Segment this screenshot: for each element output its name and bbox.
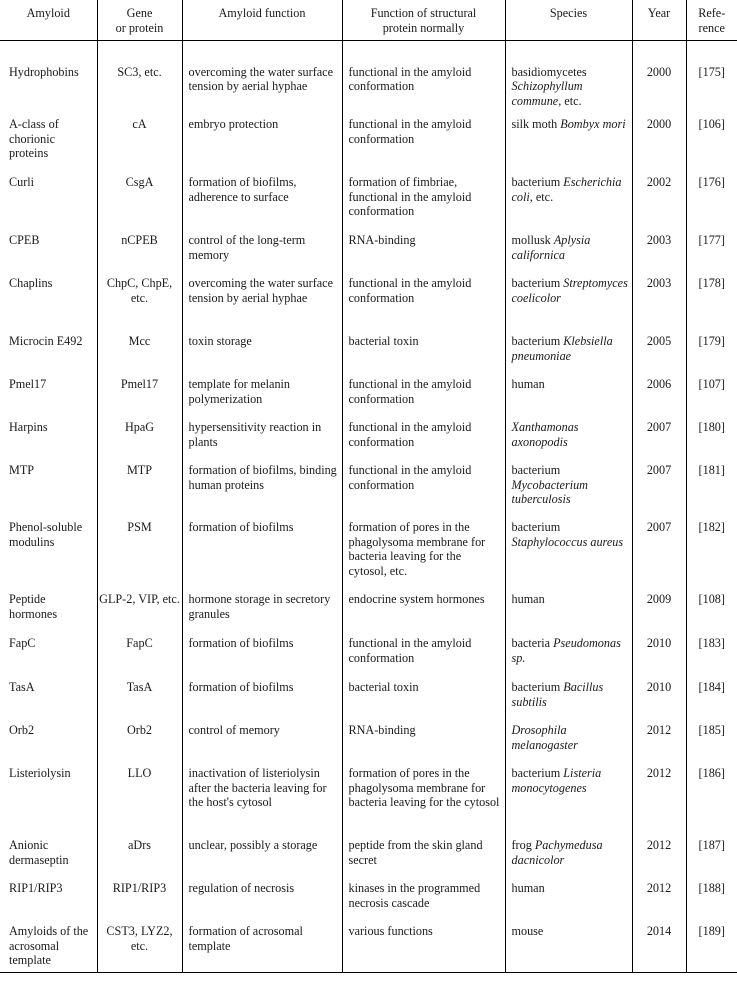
table-body (0, 40, 737, 972)
cell-amyloid: Harpins (9, 420, 48, 434)
cell-reference: [182] (686, 520, 737, 592)
header-row (0, 0, 737, 40)
cell-species (505, 592, 632, 636)
cell-year: 2009 (632, 592, 686, 636)
cell-reference: [108] (686, 592, 737, 636)
header-species: Species (505, 0, 632, 40)
cell-species (505, 377, 632, 420)
cell-species (505, 463, 632, 520)
cell-gene: LLO (97, 766, 182, 838)
cell-amyloid: RIP1/RIP3 (9, 881, 63, 895)
cell-function: overcoming the water surface tension by aerial hyphae (182, 40, 342, 117)
species-plain: bacterium (511, 463, 561, 477)
cell-amyloid: Pmel17 (9, 377, 47, 391)
cell-function: template for melanin polymerization (182, 377, 342, 420)
cell-gene: CsgA (97, 175, 182, 233)
table-row (0, 592, 737, 636)
cell-gene: MTP (97, 463, 182, 520)
species-italic: Streptomyces coelicolor (511, 276, 628, 305)
cell-species (505, 766, 632, 838)
species-plain: bacterium (511, 766, 561, 780)
cell-year: 2012 (632, 838, 686, 881)
cell-reference: [180] (686, 420, 737, 463)
cell-reference: [175] (686, 40, 737, 117)
cell-structural-function: formation of pores in the phagolysoma membrane for bacteria leaving for the cytosol (342, 766, 505, 838)
cell-species (505, 838, 632, 881)
table-row (0, 276, 737, 334)
header-amyloid: Amyloid (0, 0, 97, 40)
cell-species (505, 881, 632, 924)
cell-structural-function: functional in the amyloid conformation (342, 463, 505, 520)
species-italic: Staphylococcus aureus (511, 534, 624, 549)
cell-reference: [176] (686, 175, 737, 233)
cell-reference: [177] (686, 233, 737, 276)
table-row (0, 636, 737, 680)
cell-amyloid: Orb2 (9, 723, 35, 737)
cell-amyloid: Curli (9, 175, 35, 189)
cell-amyloid: Hydrophobins (9, 64, 79, 79)
header-structural: Function of structural protein normally (342, 0, 505, 40)
species-plain: bacterium (511, 680, 561, 694)
table-row (0, 463, 737, 520)
cell-year: 2014 (632, 924, 686, 972)
cell-function: embryo protection (182, 117, 342, 175)
cell-year: 2003 (632, 276, 686, 334)
species-plain: human (511, 881, 545, 895)
table-row (0, 175, 737, 233)
cell-function: hypersensitivity reaction in plants (182, 420, 342, 463)
cell-species (505, 175, 632, 233)
cell-species (505, 117, 632, 175)
cell-year: 2012 (632, 766, 686, 838)
cell-year: 2007 (632, 420, 686, 463)
cell-amyloid: Anionic dermaseptin (9, 838, 69, 867)
cell-species (505, 334, 632, 377)
cell-function: formation of biofilms, binding human proteins (182, 463, 342, 520)
species-italic: Pachymedusa dacnicolor (511, 838, 603, 867)
table-row (0, 40, 737, 117)
cell-reference: [181] (686, 463, 737, 520)
cell-function: toxin storage (182, 334, 342, 377)
cell-amyloid: MTP (9, 463, 35, 477)
species-plain: silk moth (511, 117, 558, 131)
cell-amyloid: A-class of chorionic proteins (9, 117, 59, 160)
cell-function: hormone storage in secretory granules (182, 592, 342, 636)
cell-species (505, 723, 632, 766)
cell-amyloid: Amyloids of the acrosomal template (0, 924, 97, 972)
cell-structural-function: functional in the amyloid conformation (342, 40, 505, 117)
cell-amyloid: Chaplins (9, 276, 53, 290)
cell-reference: [178] (686, 276, 737, 334)
species-plain: bacterium (511, 175, 561, 189)
header-reference: Refe- rence (686, 0, 737, 40)
cell-reference: [107] (686, 377, 737, 420)
cell-year: 2000 (632, 40, 686, 117)
cell-structural-function: functional in the amyloid conformation (342, 377, 505, 420)
cell-function: unclear, possibly a storage (182, 838, 342, 881)
cell-reference: [187] (686, 838, 737, 881)
table-row (0, 838, 737, 881)
table-row (0, 520, 737, 592)
cell-gene: aDrs (97, 838, 182, 881)
table-row (0, 420, 737, 463)
species-italic: Pseudomonas sp. (511, 636, 621, 665)
species-italic: Schizophyllum commune (511, 79, 583, 108)
cell-amyloid: Phenol-soluble modulins (9, 520, 83, 549)
cell-species (505, 233, 632, 276)
table-row (0, 233, 737, 276)
cell-reference: [185] (686, 723, 737, 766)
cell-year: 2000 (632, 117, 686, 175)
cell-reference: [179] (686, 334, 737, 377)
table-row (0, 117, 737, 175)
cell-structural-function: bacterial toxin (342, 680, 505, 723)
cell-gene: Orb2 (97, 723, 182, 766)
species-plain: bacterium (511, 520, 561, 534)
table-header (0, 0, 737, 40)
species-italic: Drosophila melanogaster (511, 723, 578, 752)
cell-structural-function: RNA-binding (342, 723, 505, 766)
cell-year: 2003 (632, 233, 686, 276)
cell-amyloid: Peptide hormones (9, 592, 58, 621)
species-italic: Xanthamonas axonopodis (511, 420, 579, 449)
cell-year: 2012 (632, 881, 686, 924)
cell-structural-function: functional in the amyloid conformation (342, 636, 505, 680)
cell-reference: [189] (686, 924, 737, 972)
cell-amyloid: TasA (9, 680, 35, 694)
cell-gene: SC3, etc. (97, 40, 182, 117)
cell-structural-function: formation of pores in the phagolysoma membrane for bacteria leaving for the cytosol, etc. (342, 520, 505, 592)
cell-year: 2012 (632, 723, 686, 766)
species-plain: mouse (511, 924, 544, 938)
cell-structural-function: various functions (342, 924, 505, 972)
cell-structural-function: functional in the amyloid conformation (342, 420, 505, 463)
cell-function: control of memory (182, 723, 342, 766)
species-italic: Bombyx mori (560, 117, 626, 131)
cell-year: 2010 (632, 680, 686, 723)
cell-year: 2006 (632, 377, 686, 420)
species-plain: human (511, 377, 545, 391)
cell-structural-function: functional in the amyloid conformation (342, 276, 505, 334)
species-plain: basidiomycetes (511, 64, 587, 79)
cell-year: 2002 (632, 175, 686, 233)
species-italic: Escherichia coli (511, 175, 622, 204)
cell-species (505, 420, 632, 463)
cell-function: formation of acrosomal template (182, 924, 342, 972)
cell-gene: CST3, LYZ2, etc. (97, 924, 182, 972)
species-plain: human (511, 592, 545, 606)
cell-structural-function: formation of fimbriae, functional in the amyloid conformation (342, 175, 505, 233)
cell-gene: ChpC, ChpE, etc. (97, 276, 182, 334)
cell-gene: PSM (97, 520, 182, 592)
cell-gene: TasA (97, 680, 182, 723)
cell-gene: RIP1/RIP3 (97, 881, 182, 924)
cell-year: 2005 (632, 334, 686, 377)
cell-year: 2007 (632, 520, 686, 592)
cell-gene: Mcc (97, 334, 182, 377)
cell-function: formation of biofilms (182, 636, 342, 680)
table-row (0, 680, 737, 723)
cell-structural-function: kinases in the programmed necrosis cascade (342, 881, 505, 924)
cell-species (505, 276, 632, 334)
cell-gene: Pmel17 (97, 377, 182, 420)
species-italic: Klebsiella pneumoniae (511, 334, 613, 363)
cell-reference: [183] (686, 636, 737, 680)
cell-function: control of the long-term memory (182, 233, 342, 276)
header-function: Amyloid function (182, 0, 342, 40)
cell-amyloid: CPEB (9, 233, 40, 247)
species-plain: bacterium (511, 276, 561, 290)
table-row (0, 377, 737, 420)
cell-structural-function: functional in the amyloid conformation (342, 117, 505, 175)
cell-reference: [188] (686, 881, 737, 924)
species-plain: mollusk (511, 233, 551, 247)
species-italic: Mycobacterium tuberculosis (511, 477, 588, 506)
cell-function: regulation of necrosis (182, 881, 342, 924)
table-row (0, 881, 737, 924)
cell-gene: cA (97, 117, 182, 175)
table-row (0, 334, 737, 377)
cell-function: overcoming the water surface tension by aerial hyphae (182, 276, 342, 334)
cell-amyloid: Microcin E492 (9, 334, 83, 348)
table-row (0, 723, 737, 766)
cell-amyloid: Listeriolysin (9, 766, 71, 780)
species-italic: Bacillus subtilis (511, 680, 604, 709)
species-plain: bacterium (511, 334, 561, 348)
header-year: Year (632, 0, 686, 40)
cell-function: formation of biofilms (182, 520, 342, 592)
cell-gene: GLP-2, VIP, etc. (97, 592, 182, 636)
cell-species (505, 40, 632, 117)
cell-gene: FapC (97, 636, 182, 680)
species-plain: bacteria (511, 636, 551, 650)
cell-year: 2007 (632, 463, 686, 520)
cell-species (505, 520, 632, 592)
species-suffix: , etc. (558, 93, 582, 108)
species-suffix: , etc. (529, 189, 554, 204)
species-italic: Listeria monocytogenes (511, 766, 602, 795)
cell-reference: [186] (686, 766, 737, 838)
cell-species (505, 924, 632, 972)
cell-structural-function: bacterial toxin (342, 334, 505, 377)
cell-function: formation of biofilms (182, 680, 342, 723)
cell-function: inactivation of listeriolysin after the bacteria leaving for the host's cytosol (182, 766, 342, 838)
header-gene: Gene or protein (97, 0, 182, 40)
cell-species (505, 636, 632, 680)
cell-reference: [184] (686, 680, 737, 723)
cell-structural-function: endocrine system hormones (342, 592, 505, 636)
cell-structural-function: RNA-binding (342, 233, 505, 276)
cell-gene: nCPEB (97, 233, 182, 276)
cell-reference: [106] (686, 117, 737, 175)
cell-species (505, 680, 632, 723)
cell-amyloid: FapC (9, 636, 36, 650)
cell-year: 2010 (632, 636, 686, 680)
cell-gene: HpaG (97, 420, 182, 463)
species-italic: Aplysia californica (511, 233, 591, 262)
cell-structural-function: peptide from the skin gland secret (342, 838, 505, 881)
cell-function: formation of biofilms, adherence to surface (182, 175, 342, 233)
species-plain: frog (511, 838, 532, 852)
table-row (0, 766, 737, 838)
table-row (0, 924, 737, 972)
